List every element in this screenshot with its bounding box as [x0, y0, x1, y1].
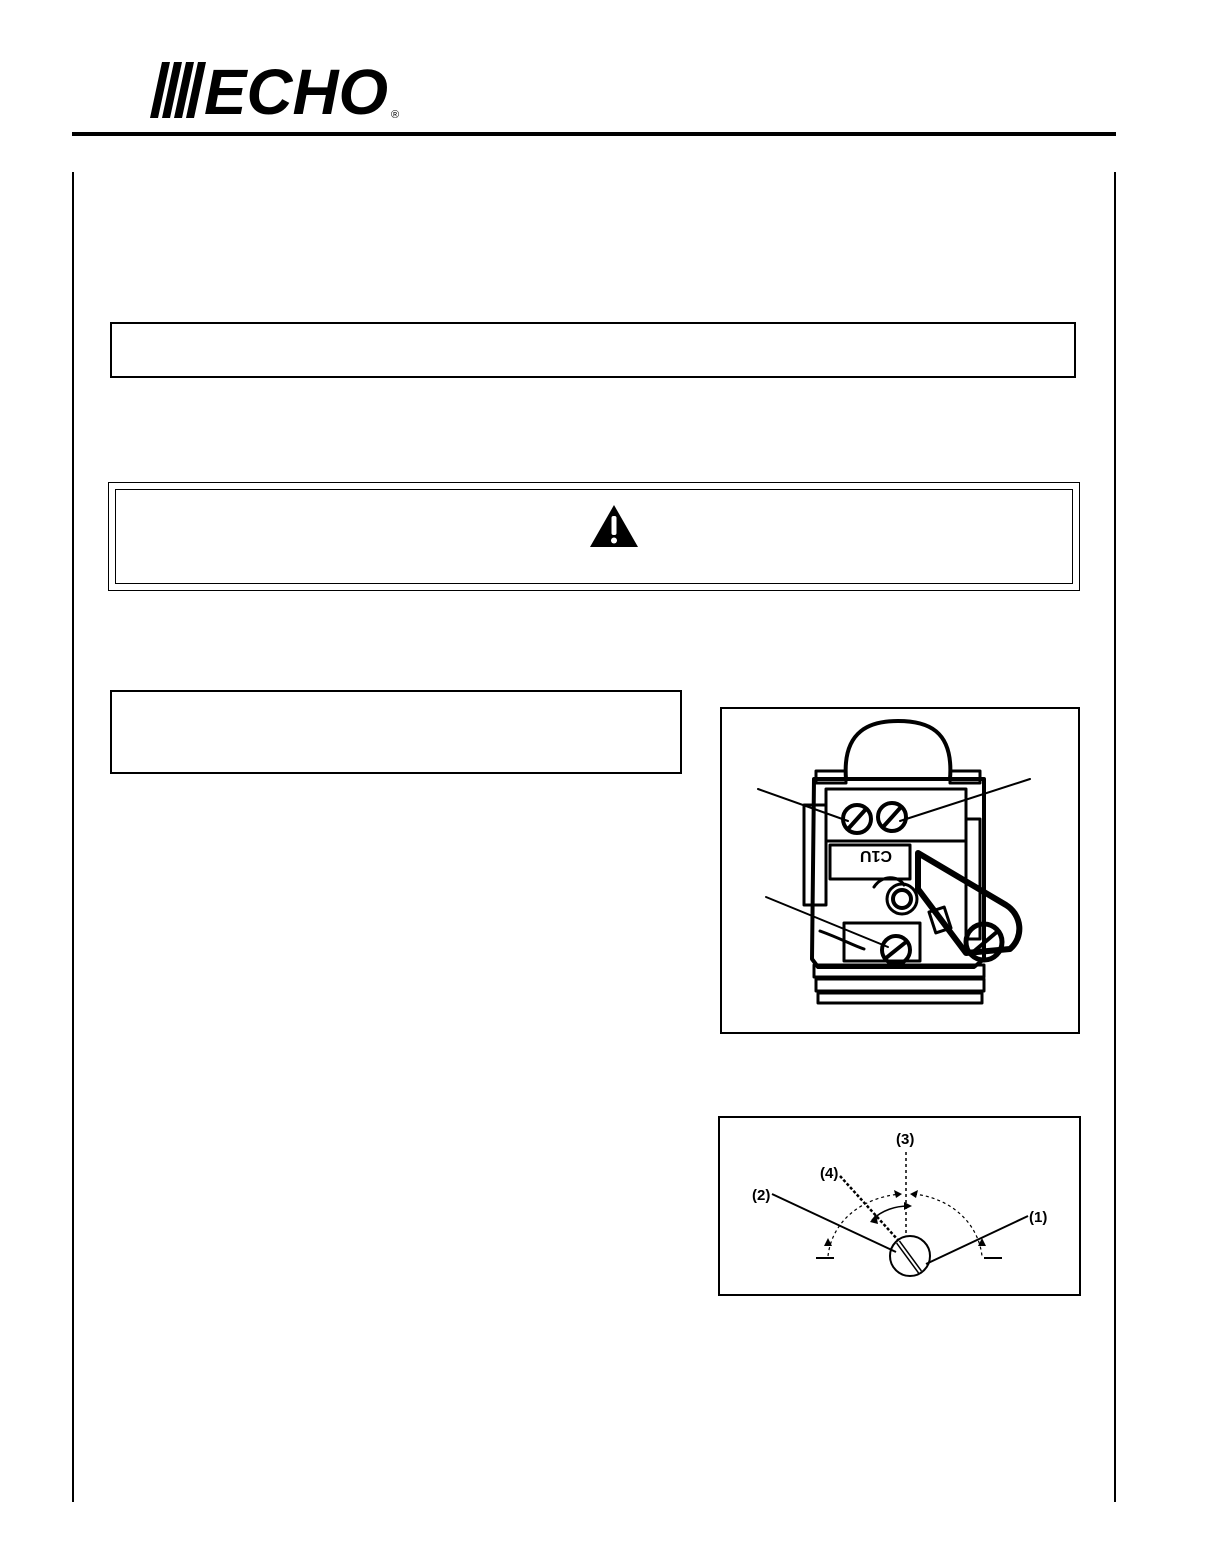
note-box [110, 322, 1076, 378]
label-2: (2) [752, 1187, 771, 1204]
svg-text:C1U: C1U [859, 847, 892, 864]
right-margin-rule [1114, 172, 1116, 1502]
brand-wordmark: ECHO [204, 58, 388, 122]
warning-box-inner [115, 489, 1073, 584]
label-3: (3) [896, 1131, 915, 1148]
label-4: (4) [820, 1165, 839, 1182]
echo-logo [148, 58, 408, 122]
screw-rotation-diagram [720, 1118, 1079, 1294]
carburetor-diagram [722, 709, 1078, 1032]
trademark-symbol: ® [391, 109, 400, 121]
carburetor-figure [720, 707, 1080, 1034]
warning-triangle-icon [588, 503, 640, 549]
label-1: (1) [1029, 1209, 1048, 1226]
warning-box [108, 482, 1080, 591]
header-rule [72, 132, 1116, 136]
screw-rotation-figure [718, 1116, 1081, 1296]
left-margin-rule [72, 172, 74, 1502]
note-box-secondary [110, 690, 682, 774]
